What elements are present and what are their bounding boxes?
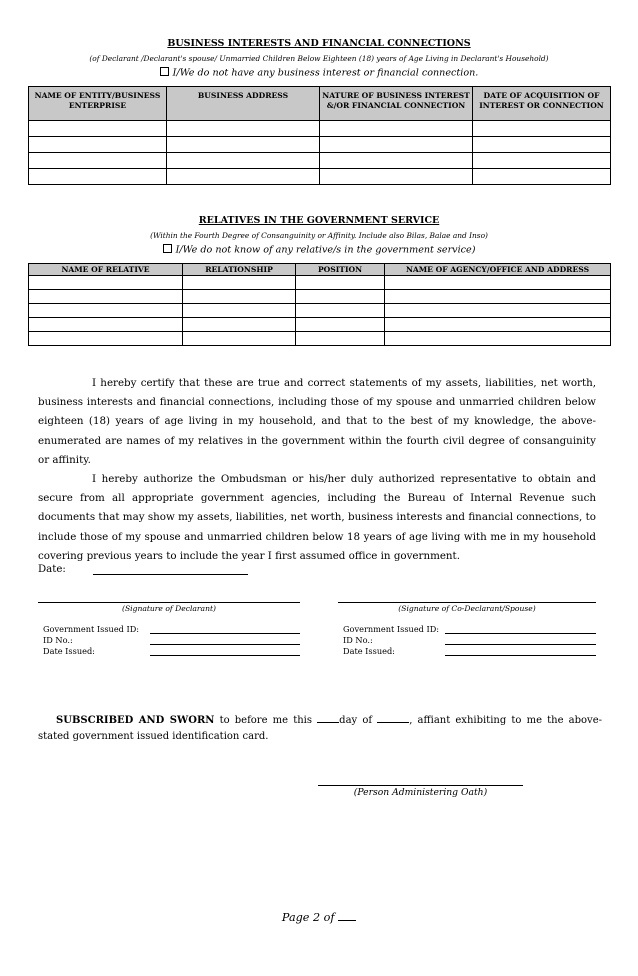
table-cell[interactable] bbox=[29, 137, 167, 153]
table-cell[interactable] bbox=[29, 332, 183, 346]
business-section-title: BUSINESS INTERESTS AND FINANCIAL CONNECTIONS bbox=[167, 38, 471, 49]
table-cell[interactable] bbox=[183, 290, 296, 304]
table-cell[interactable] bbox=[473, 169, 611, 185]
table-cell[interactable] bbox=[29, 169, 167, 185]
page-number-label: Page 2 of bbox=[281, 911, 339, 924]
table-row bbox=[29, 290, 611, 304]
table-cell[interactable] bbox=[29, 153, 167, 169]
date-line[interactable] bbox=[93, 574, 248, 575]
table-cell[interactable] bbox=[29, 276, 183, 290]
table-cell[interactable] bbox=[320, 121, 473, 137]
oath-day-blank[interactable] bbox=[317, 713, 339, 723]
oath-lead: SUBSCRIBED AND SWORN bbox=[56, 715, 215, 726]
table-row bbox=[29, 318, 611, 332]
authorization-text: I hereby authorize the Ombudsman or his/her duly authorized representative to obtain and secure from all appropriate government agencies, including the Bureau of Internal Revenue such documents that may show my assets, liabilities, net worth, business interests and financial connections, to include those of my spouse and unmarried children below 18 years of age living with me in my household covering previous years to include the year I first assumed office in government. bbox=[38, 473, 596, 562]
oath-text-part1: to before me this bbox=[214, 715, 318, 726]
co-declarant-date-issued-label: Date Issued: bbox=[343, 646, 395, 656]
table-cell[interactable] bbox=[385, 276, 611, 290]
table-cell[interactable] bbox=[473, 121, 611, 137]
table-row bbox=[29, 137, 611, 153]
relatives-section-subtitle: (Within the Fourth Degree of Consanguinity or Affinity. Include also Bilas, Balae and Inso) bbox=[150, 231, 488, 240]
table-row bbox=[29, 153, 611, 169]
table-cell[interactable] bbox=[183, 332, 296, 346]
table-cell[interactable] bbox=[473, 137, 611, 153]
declarant-gov-id-label: Government Issued ID: bbox=[43, 624, 140, 634]
table-row bbox=[29, 121, 611, 137]
business-no-interest-option[interactable] bbox=[0, 67, 638, 79]
table-cell[interactable] bbox=[183, 304, 296, 318]
co-declarant-id-no-line[interactable] bbox=[445, 644, 596, 645]
date-label: Date: bbox=[38, 564, 66, 575]
table-cell[interactable] bbox=[385, 290, 611, 304]
table-cell[interactable] bbox=[473, 153, 611, 169]
table-cell[interactable] bbox=[296, 276, 385, 290]
oath-month-blank[interactable] bbox=[377, 713, 409, 723]
column-header-agency-office-address: NAME OF AGENCY/OFFICE AND ADDRESS bbox=[385, 264, 611, 276]
declarant-signature-line[interactable] bbox=[38, 602, 300, 603]
table-cell[interactable] bbox=[385, 332, 611, 346]
table-row bbox=[29, 332, 611, 346]
authorization-paragraph bbox=[38, 470, 596, 566]
certification-text: I hereby certify that these are true and correct statements of my assets, liabilities, net worth, business interests and financial connections, including those of my spouse and unmarried children below eighteen (18) years of age living in my household, and that to the best of my knowledge, the above-enumerated are names of my relatives in the government within the fourth civil degree of consanguinity or affinity. bbox=[38, 377, 596, 466]
table-row bbox=[29, 169, 611, 185]
page-number bbox=[0, 910, 638, 924]
co-declarant-id-no-label: ID No.: bbox=[343, 635, 373, 645]
table-cell[interactable] bbox=[167, 169, 320, 185]
declarant-signature-caption: (Signature of Declarant) bbox=[121, 604, 216, 613]
table-cell[interactable] bbox=[183, 318, 296, 332]
business-section-subtitle: (of Declarant /Declarant's spouse/ Unmarried Children Below Eighteen (18) years of Age Living in Declarant's Household) bbox=[89, 54, 549, 63]
oath-paragraph bbox=[38, 713, 602, 745]
column-header-position: POSITION bbox=[296, 264, 385, 276]
declarant-id-no-line[interactable] bbox=[150, 644, 300, 645]
table-cell[interactable] bbox=[296, 318, 385, 332]
table-cell[interactable] bbox=[296, 290, 385, 304]
table-cell[interactable] bbox=[320, 169, 473, 185]
table-cell[interactable] bbox=[29, 304, 183, 318]
certification-paragraph bbox=[38, 374, 596, 470]
declarant-gov-id-line[interactable] bbox=[150, 633, 300, 634]
table-cell[interactable] bbox=[167, 153, 320, 169]
table-cell[interactable] bbox=[183, 276, 296, 290]
column-header-date-of-acquisition: DATE OF ACQUISITION OF INTEREST OR CONNECTION bbox=[473, 87, 611, 121]
table-row bbox=[29, 304, 611, 318]
oath-administrator-signature-line[interactable] bbox=[318, 785, 523, 786]
business-interests-table bbox=[28, 86, 611, 185]
column-header-business-address: BUSINESS ADDRESS bbox=[167, 87, 320, 121]
oath-text-part3: , affiant exhibiting to me the above-stated government issued identification card. bbox=[38, 715, 603, 742]
relatives-none-option[interactable] bbox=[0, 244, 638, 256]
relatives-table bbox=[28, 263, 611, 346]
table-cell[interactable] bbox=[320, 153, 473, 169]
declarant-date-issued-line[interactable] bbox=[150, 655, 300, 656]
table-cell[interactable] bbox=[385, 304, 611, 318]
co-declarant-signature-line[interactable] bbox=[338, 602, 596, 603]
co-declarant-date-issued-line[interactable] bbox=[445, 655, 596, 656]
table-cell[interactable] bbox=[167, 137, 320, 153]
table-row bbox=[29, 276, 611, 290]
table-cell[interactable] bbox=[167, 121, 320, 137]
table-cell[interactable] bbox=[296, 304, 385, 318]
column-header-relationship: RELATIONSHIP bbox=[183, 264, 296, 276]
no-relatives-label: I/We do not know of any relative/s in the government service) bbox=[175, 244, 476, 256]
co-declarant-gov-id-line[interactable] bbox=[445, 633, 596, 634]
table-cell[interactable] bbox=[29, 318, 183, 332]
column-header-nature-of-interest: NATURE OF BUSINESS INTEREST &/OR FINANCIAL CONNECTION bbox=[320, 87, 473, 121]
no-relatives-checkbox[interactable] bbox=[163, 244, 172, 253]
column-header-name-of-relative: NAME OF RELATIVE bbox=[29, 264, 183, 276]
co-declarant-signature-caption: (Signature of Co-Declarant/Spouse) bbox=[398, 604, 536, 613]
table-cell[interactable] bbox=[29, 290, 183, 304]
table-cell[interactable] bbox=[385, 318, 611, 332]
page-total-blank[interactable] bbox=[338, 910, 356, 921]
no-business-interest-label: I/We do not have any business interest or financial connection. bbox=[172, 67, 479, 79]
table-cell[interactable] bbox=[320, 137, 473, 153]
declarant-date-issued-label: Date Issued: bbox=[43, 646, 95, 656]
oath-text-part2: day of bbox=[339, 715, 378, 726]
column-header-entity: NAME OF ENTITY/BUSINESS ENTERPRISE bbox=[29, 87, 167, 121]
oath-administrator-caption: (Person Administering Oath) bbox=[353, 787, 488, 798]
table-cell[interactable] bbox=[29, 121, 167, 137]
co-declarant-gov-id-label: Government Issued ID: bbox=[343, 624, 440, 634]
no-business-interest-checkbox[interactable] bbox=[160, 67, 169, 76]
declarant-id-no-label: ID No.: bbox=[43, 635, 73, 645]
table-cell[interactable] bbox=[296, 332, 385, 346]
relatives-section-title: RELATIVES IN THE GOVERNMENT SERVICE bbox=[198, 215, 440, 226]
